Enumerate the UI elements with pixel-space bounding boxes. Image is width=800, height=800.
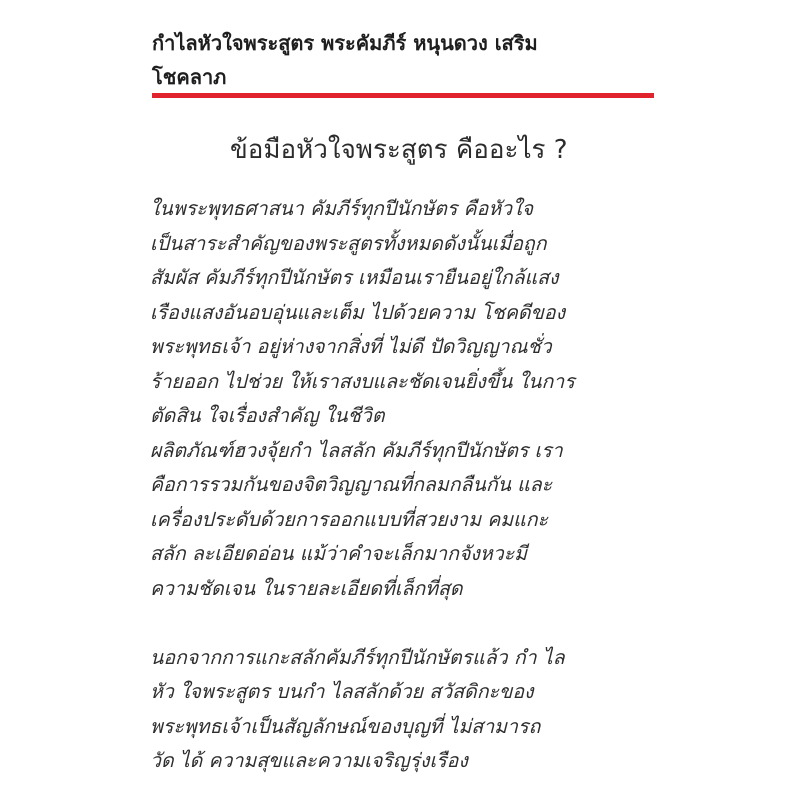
- paragraph-line: ในพระพุทธศาสนา คัมภีร์ทุกปีนักษัตร คือหัวใจ: [150, 197, 534, 220]
- section-heading: ข้อมือหัวใจพระสูตร คืออะไร ?: [230, 135, 568, 165]
- paragraph-line: หัว ใจพระสูตร บนกำ ไลสลักด้วย สวัสดิกะของ: [150, 680, 534, 703]
- paragraph-spacer: [150, 606, 660, 641]
- paragraph-line: เป็นสาระสำคัญของพระสูตรทั้งหมดดังนั้นเมื่อถูก: [150, 231, 547, 255]
- page-title: [152, 26, 652, 94]
- paragraph-line: ความชัดเจน ในรายละเอียดที่เล็กที่สุด: [150, 576, 463, 600]
- paragraph-line: เครื่องประดับด้วยการออกแบบที่สวยงาม คมแกะ: [150, 507, 549, 531]
- paragraph-line: เรืองแสงอันอบอุ่นและเต็ม ไปด้วยความ โชคดีของ: [150, 300, 566, 324]
- description-text: [150, 192, 660, 779]
- paragraph-line: พระพุทธเจ้า อยู่ห่างจากสิ่งที่ ไม่ดี ปัดวิญญาณชั่ว: [150, 335, 552, 358]
- paragraph-line: พระพุทธเจ้าเป็นสัญลักษณ์ของบุญที่ ไม่สามารถ: [150, 714, 541, 738]
- paragraph-line: นอกจากการแกะสลักคัมภีร์ทุกปีนักษัตรแล้ว กำ ไล: [150, 645, 565, 669]
- paragraph-line: ผลิตภัณฑ์ฮวงจุ้ยกำ ไลสลัก คัมภีร์ทุกปีนักษัตร เรา: [150, 438, 563, 462]
- paragraph-line: สัมผัส คัมภีร์ทุกปีนักษัตร เหมือนเรายืนอยู่ใกล้แสง: [150, 266, 559, 289]
- page-title-line: กำไลหัวใจพระสูตร พระคัมภีร์ หนุนดวง เสริม: [152, 31, 538, 55]
- paragraph-line: ตัดสิน ใจเรื่องสำคัญ ในชีวิต: [150, 404, 385, 427]
- title-divider: [152, 93, 654, 98]
- paragraph-line: วัด ได้ ความสุขและความเจริญรุ่งเรือง: [150, 749, 468, 772]
- paragraph-line: ร้ายออก ไปช่วย ให้เราสงบและชัดเจนยิ่งขึ้น ในการ: [150, 369, 575, 393]
- paragraph-line: สลัก ละเอียดอ่อน แม้ว่าคำจะเล็กมากจังหวะมี: [150, 542, 528, 565]
- paragraph-line: คือการรวมกันของจิตวิญญาณที่กลมกลืนกัน และ: [150, 473, 553, 496]
- page-title-line: โชคลาภ: [152, 65, 227, 89]
